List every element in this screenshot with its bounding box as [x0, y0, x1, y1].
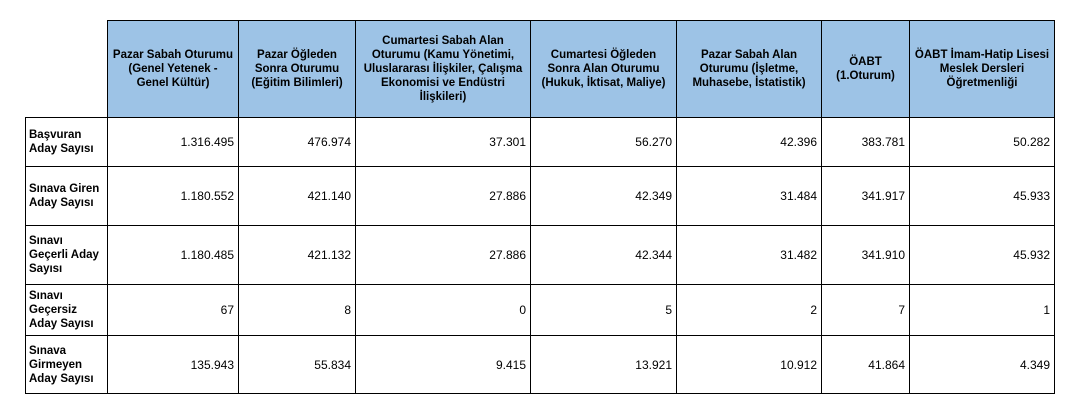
row-label: Sınavı Geçerli Aday Sayısı	[26, 226, 108, 285]
table-row	[26, 336, 1055, 394]
column-header: Pazar Sabah Oturumu (Genel Yetenek - Genel Kültür)	[108, 21, 239, 118]
row-label: Sınava Girmeyen Aday Sayısı	[26, 336, 108, 394]
table-cell: 0	[356, 285, 531, 336]
table-cell: 1.316.495	[108, 118, 239, 167]
table-cell: 383.781	[822, 118, 910, 167]
table-cell: 421.132	[239, 226, 356, 285]
table-cell: 1	[910, 285, 1055, 336]
table-cell: 341.917	[822, 167, 910, 226]
table-row	[26, 226, 1055, 285]
table-cell: 31.484	[677, 167, 822, 226]
table-cell: 45.933	[910, 167, 1055, 226]
table-cell: 42.349	[531, 167, 677, 226]
table-cell: 8	[239, 285, 356, 336]
column-header: ÖABT İmam-Hatip Lisesi Meslek Dersleri Öğretmenliği	[910, 21, 1055, 118]
table-cell: 67	[108, 285, 239, 336]
corner-cell	[26, 21, 108, 118]
column-header: ÖABT (1.Oturum)	[822, 21, 910, 118]
column-header: Pazar Sabah Alan Oturumu (İşletme, Muhasebe, İstatistik)	[677, 21, 822, 118]
header-row	[26, 21, 1055, 118]
table-cell: 2	[677, 285, 822, 336]
table-cell: 45.932	[910, 226, 1055, 285]
table-cell: 27.886	[356, 167, 531, 226]
table-row	[26, 285, 1055, 336]
table-cell: 7	[822, 285, 910, 336]
table-row	[26, 118, 1055, 167]
column-header: Cumartesi Sabah Alan Oturumu (Kamu Yönetimi, Uluslararası İlişkiler, Çalışma Ekonomisi ve Endüstri İlişkileri)	[356, 21, 531, 118]
table-cell: 341.910	[822, 226, 910, 285]
row-label: Sınava Giren Aday Sayısı	[26, 167, 108, 226]
table-cell: 135.943	[108, 336, 239, 394]
table-cell: 10.912	[677, 336, 822, 394]
table-cell: 42.396	[677, 118, 822, 167]
table-cell: 55.834	[239, 336, 356, 394]
table-cell: 31.482	[677, 226, 822, 285]
row-label: Başvuran Aday Sayısı	[26, 118, 108, 167]
table-cell: 5	[531, 285, 677, 336]
table-cell: 4.349	[910, 336, 1055, 394]
table-cell: 56.270	[531, 118, 677, 167]
table-cell: 50.282	[910, 118, 1055, 167]
table-cell: 42.344	[531, 226, 677, 285]
exam-statistics-table	[25, 20, 1055, 394]
row-label: Sınavı Geçersiz Aday Sayısı	[26, 285, 108, 336]
column-header: Pazar Öğleden Sonra Oturumu (Eğitim Bilimleri)	[239, 21, 356, 118]
table-cell: 37.301	[356, 118, 531, 167]
table-cell: 13.921	[531, 336, 677, 394]
table-cell: 9.415	[356, 336, 531, 394]
table-cell: 1.180.552	[108, 167, 239, 226]
table-cell: 421.140	[239, 167, 356, 226]
table-cell: 476.974	[239, 118, 356, 167]
table-cell: 1.180.485	[108, 226, 239, 285]
table-cell: 41.864	[822, 336, 910, 394]
table-row	[26, 167, 1055, 226]
table-cell: 27.886	[356, 226, 531, 285]
column-header: Cumartesi Öğleden Sonra Alan Oturumu (Hukuk, İktisat, Maliye)	[531, 21, 677, 118]
